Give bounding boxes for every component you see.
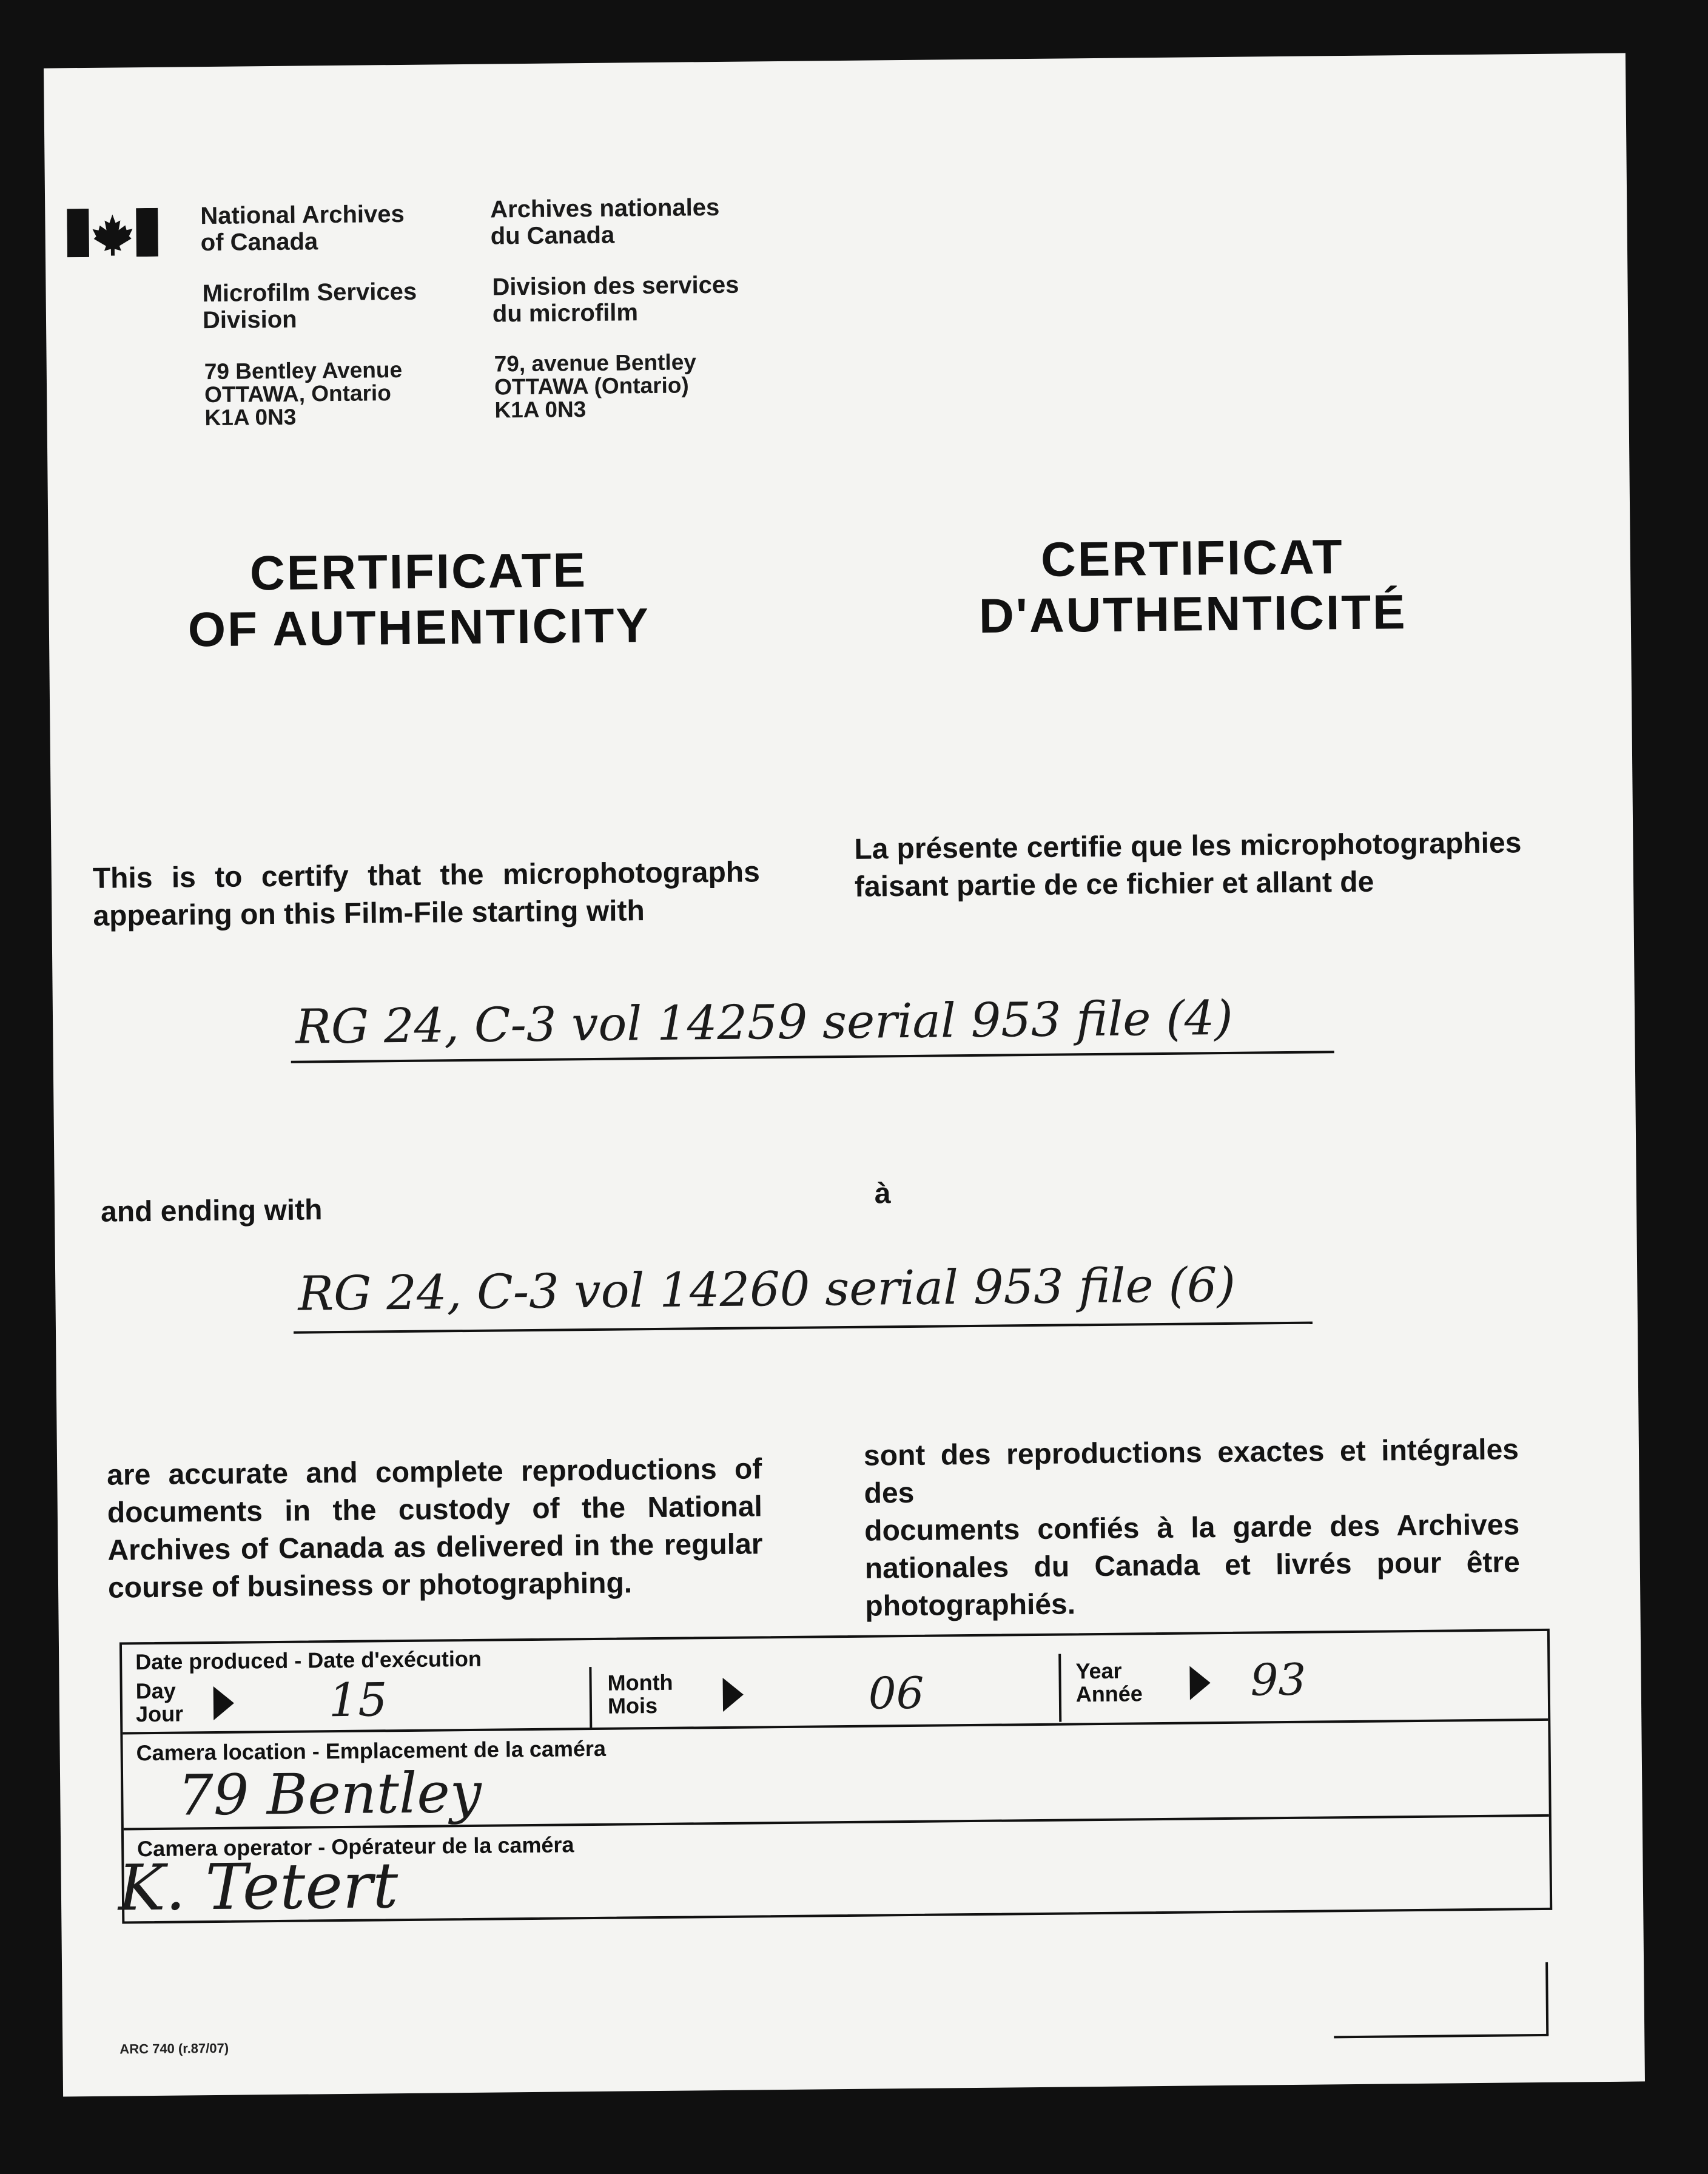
title-fr-line: CERTIFICAT [1040,530,1345,587]
header-en-address-line: K1A 0N3 [204,404,297,431]
header-en-address-line: 79 Bentley Avenue [204,357,403,385]
production-details-form [119,1629,1552,1924]
header-fr-address-line: K1A 0N3 [494,397,587,423]
certify-fr-line: faisant partie de ce fichier et allant de [854,866,1374,903]
month-label [607,1671,673,1718]
title-en-line: OF AUTHENTICITY [187,598,651,657]
title-fr-line: D'AUTHENTICITÉ [978,585,1407,643]
statement-french [864,1431,1521,1625]
statement-fr-line: documents confiés à la garde des Archives [864,1509,1520,1547]
certify-english [93,853,761,935]
start-entry-handwriting: RG 24, C-3 vol 14259 serial 953 file (4) [295,991,1234,1055]
month-label-fr: Mois [607,1693,658,1718]
header-fr-line: du Canada [490,221,615,250]
header-fr-division [492,272,739,328]
title-french [925,528,1460,644]
canada-flag-icon [67,208,158,257]
certify-french [854,824,1522,906]
header-en-division [202,278,417,334]
header-en-division-line: Microfilm Services [202,278,417,308]
statement-en-line: course of business or photographing. [107,1567,633,1604]
statement-en-line: documents in the custody of the National [107,1490,763,1529]
header-fr-division-line: Division des services [492,271,739,301]
year-label [1075,1659,1143,1706]
month-value: 06 [868,1667,924,1719]
title-english [152,541,687,658]
header-fr-division-line: du microfilm [492,299,639,328]
header-en-division-line: Division [202,306,297,334]
year-value: 93 [1250,1654,1306,1706]
month-year-divider [1058,1654,1061,1722]
statement-fr-line: photographiés. [865,1588,1076,1623]
statement-english [107,1450,763,1607]
day-label [136,1680,184,1726]
certify-en-line: appearing on this Film-File starting with [93,895,645,932]
day-arrow-icon [214,1686,235,1720]
title-en-line: CERTIFICATE [249,543,588,601]
corner-mark-vertical [1545,1962,1548,2035]
ending-label-en: and ending with [100,1194,323,1228]
end-entry-handwriting: RG 24, C-3 vol 14260 serial 953 file (6) [297,1257,1236,1322]
header-en-line: of Canada [200,228,318,257]
camera-operator-label: Camera operator - Opérateur de la caméra [136,1832,574,1862]
certify-en-line: This is to certify that the microphotographs [92,856,761,895]
year-label-fr: Année [1075,1681,1143,1707]
day-label-en: Day [135,1678,176,1704]
camera-operator-signature: K. Tetert [118,1848,398,1925]
day-month-divider [589,1667,592,1728]
day-label-fr: Jour [135,1701,184,1727]
month-arrow-icon [723,1678,744,1712]
header-en-address [204,358,403,429]
ending-label-fr: à [874,1177,891,1210]
camera-location-label: Camera location - Emplacement de la caméra [136,1735,607,1766]
end-entry-line [294,1322,1313,1334]
certify-fr-line: La présente certifie que les microphotographies [854,827,1522,866]
year-arrow-icon [1189,1666,1211,1700]
statement-fr-line: sont des reproductions exactes et intégrales des [863,1433,1519,1510]
month-label-en: Month [607,1669,673,1695]
statement-en-line: are accurate and complete reproductions of [107,1453,762,1492]
header-fr-address-line: 79, avenue Bentley [494,349,697,377]
day-value: 15 [328,1672,388,1728]
header-fr-address-line: OTTAWA (Ontario) [494,372,689,400]
header-fr-name [490,194,720,250]
header-en-line: National Archives [200,200,405,230]
year-label-en: Year [1075,1658,1122,1684]
camera-location-value: 79 Bentley [177,1760,482,1828]
corner-mark-horizontal [1334,2034,1548,2038]
header-en-name [200,201,405,256]
header-fr-line: Archives nationales [490,194,720,223]
certificate-page [44,53,1645,2097]
statement-fr-line: nationales du Canada et livrés pour être [864,1546,1521,1585]
statement-en-line: Archives of Canada as delivered in the regular [107,1528,763,1567]
header-en-address-line: OTTAWA, Ontario [204,380,392,408]
date-produced-label: Date produced - Date d'exécution [135,1646,482,1675]
form-code: ARC 740 (r.87/07) [119,2040,229,2057]
header-fr-address [494,351,697,422]
